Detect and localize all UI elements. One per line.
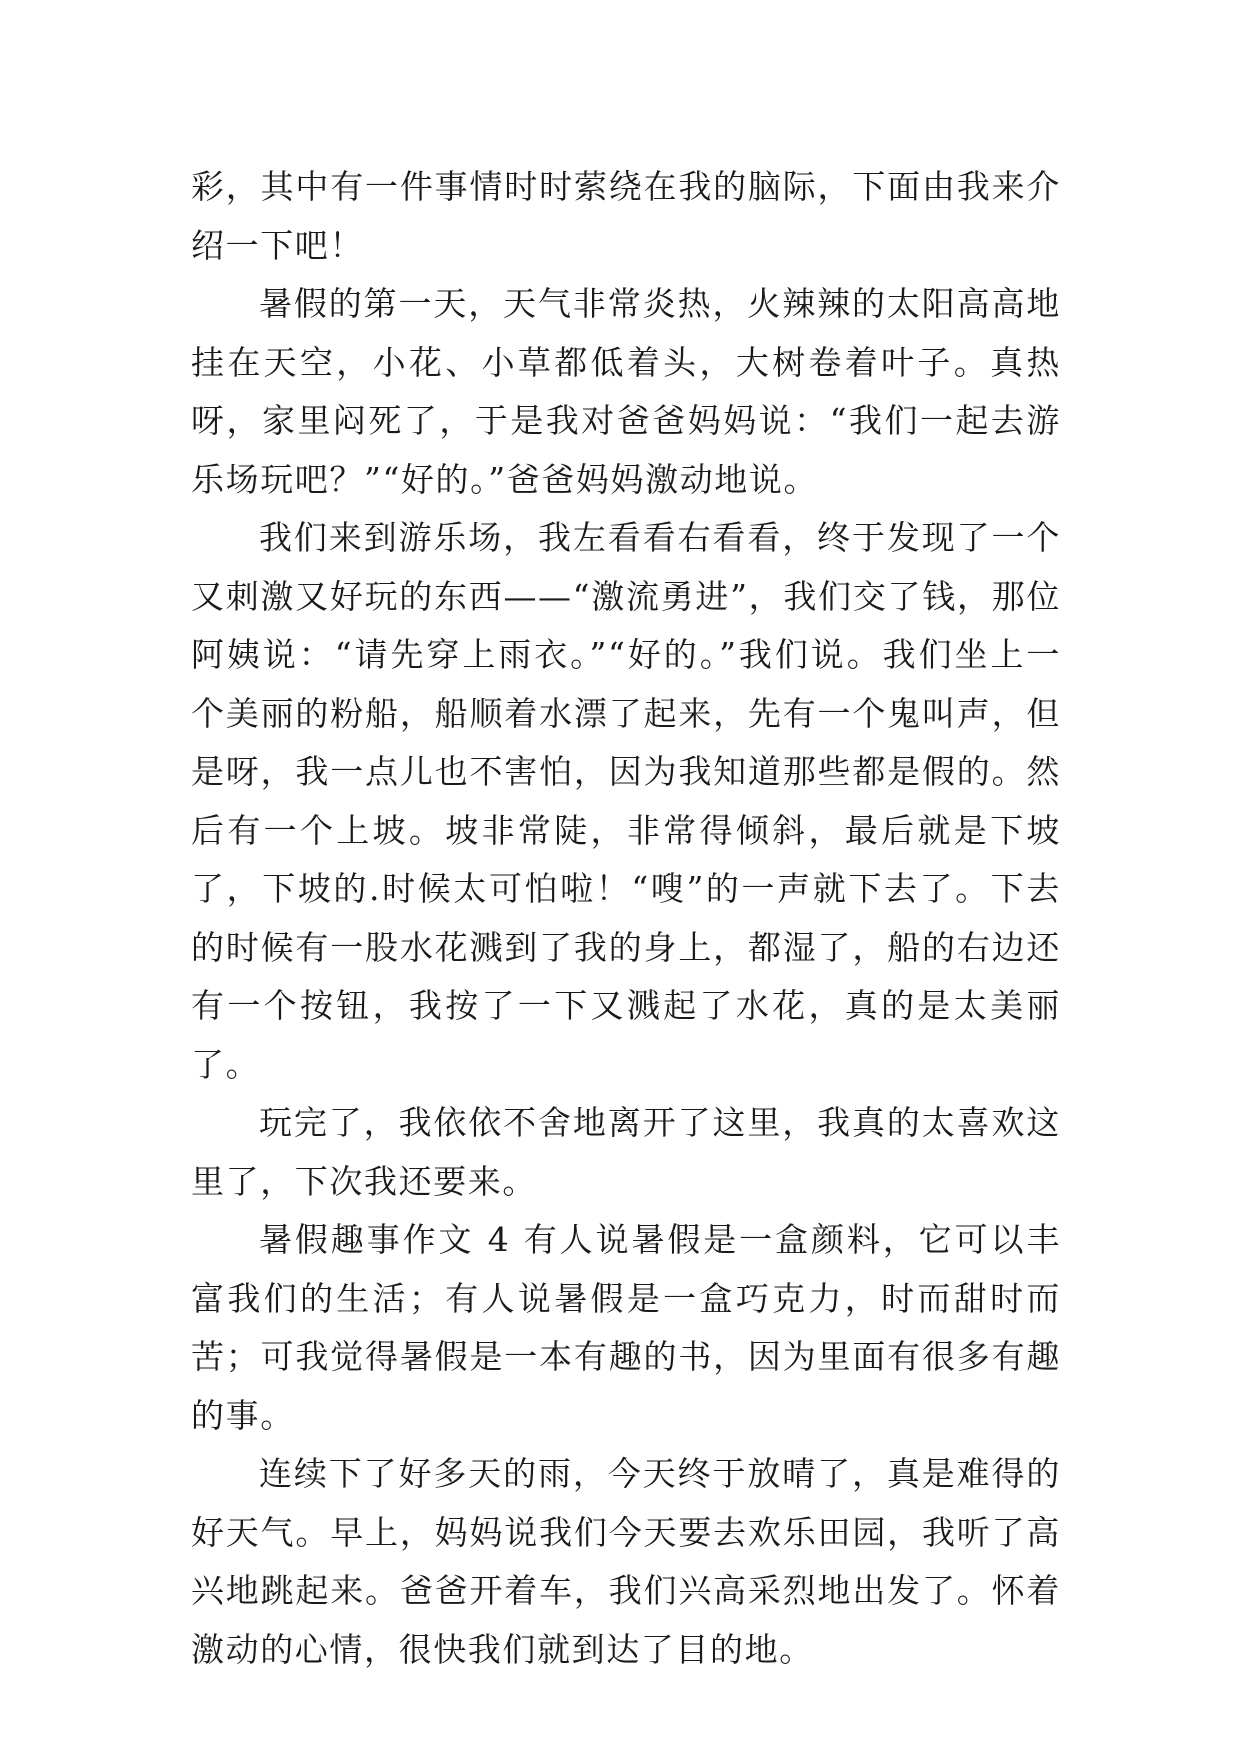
- paragraph-essay-4: [191, 1211, 1061, 1445]
- paragraph-amusement-park: 我们来到游乐场，我左看看右看看，终于发现了一个又刺激又好玩的东西——“激流勇进”，我们交了钱，那位阿姨说：“请先穿上雨衣。”“好的。”我们说。我们坐上一个美丽的粉船，船顺着水漂了起来，先有一个鬼叫声，但是呀，我一点儿也不害怕，因为我知道那些都是假的。然后有一个上坡。坡非常陡，非常得倾斜，最后就是下坡了，下坡的.时候太可怕啦！“嗖”的一声就下去了。下去的时候有一股水花溅到了我的身上，都湿了，船的右边还有一个按钮，我按了一下又溅起了水花，真的是太美丽了。: [191, 518, 1061, 1084]
- paragraph-continuation: 彩，其中有一件事情时时萦绕在我的脑际，下面由我来介绍一下吧！: [191, 167, 1061, 265]
- paragraph-first-day: 暑假的第一天，天气非常炎热，火辣辣的太阳高高地挂在天空，小花、小草都低着头，大树卷着叶子。真热呀，家里闷死了，于是我对爸爸妈妈说：“我们一起去游乐场玩吧？”“好的。”爸爸妈妈激动地说。: [191, 284, 1061, 499]
- paragraph-leaving: 玩完了，我依依不舍地离开了这里，我真的太喜欢这里了，下次我还要来。: [191, 1103, 1061, 1201]
- essay-heading: 暑假趣事作文 4: [259, 1220, 511, 1259]
- document-body: [191, 158, 1061, 1679]
- essay-4-text: 有人说暑假是一盒颜料，它可以丰富我们的生活；有人说暑假是一盒巧克力，时而甜时而苦；可我觉得暑假是一本有趣的书，因为里面有很多有趣的事。: [191, 1220, 1061, 1435]
- paragraph-sunny-day: 连续下了好多天的雨，今天终于放晴了，真是难得的好天气。早上，妈妈说我们今天要去欢乐田园，我听了高兴地跳起来。爸爸开着车，我们兴高采烈地出发了。怀着激动的心情，很快我们就到达了目的地。: [191, 1454, 1061, 1669]
